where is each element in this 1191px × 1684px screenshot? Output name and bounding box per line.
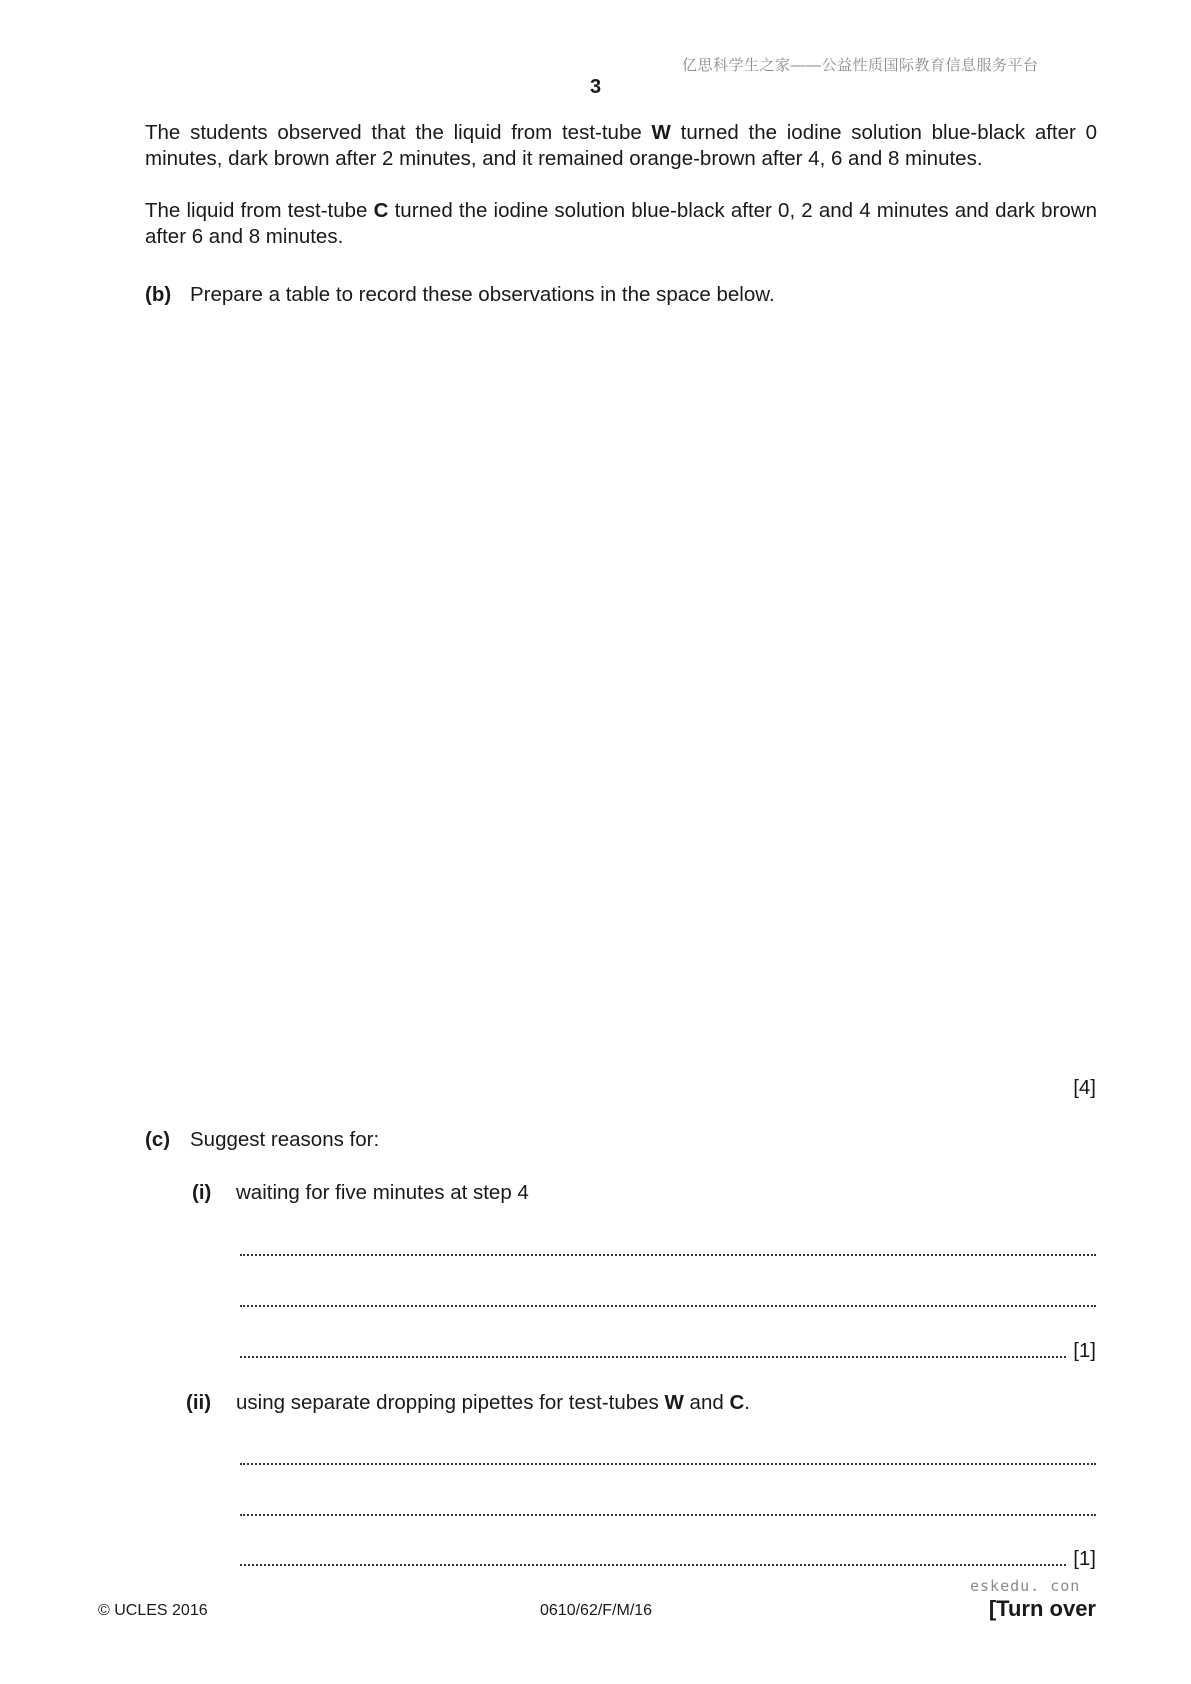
part-c-label: (c): [145, 1128, 171, 1151]
answer-line-i-1[interactable]: [240, 1240, 1096, 1256]
answer-line-ii-1[interactable]: [240, 1449, 1096, 1465]
part-c-question: Suggest reasons for:: [190, 1128, 380, 1151]
part-b-label: (b): [145, 283, 172, 306]
part-c-i-mark: [1]: [1073, 1339, 1096, 1362]
answer-line-i-3[interactable]: [240, 1342, 1066, 1358]
part-c-ii-mark: [1]: [1073, 1547, 1096, 1570]
answer-line-ii-2[interactable]: [240, 1500, 1096, 1516]
intro-paragraph-2: The liquid from test-tube C turned the iodine solution blue-black after 0, 2 and 4 minutes and dark brown after 6 and 8 minutes.: [145, 199, 1097, 248]
footer-watermark: eskedu. con: [970, 1577, 1081, 1595]
intro-paragraph-1: The students observed that the liquid from test-tube W turned the iodine solution blue-black after 0 minutes, dark brown after 2 minutes, and it remained orange-brown after 4, 6 and 8 minutes.: [145, 121, 1098, 170]
answer-line-ii-3[interactable]: [240, 1550, 1066, 1566]
footer-paper-code: 0610/62/F/M/16: [540, 1602, 653, 1619]
part-c-i-label: (i): [192, 1181, 212, 1204]
footer-copyright: © UCLES 2016: [98, 1602, 208, 1619]
footer-turn-over: [Turn over: [988, 1596, 1096, 1621]
part-b-mark: [4]: [1073, 1076, 1096, 1099]
answer-line-i-2[interactable]: [240, 1291, 1096, 1307]
part-c-i-question: waiting for five minutes at step 4: [236, 1181, 529, 1204]
part-b-question: Prepare a table to record these observations in the space below.: [190, 283, 775, 306]
part-c-ii-question: using separate dropping pipettes for test-tubes W and C.: [236, 1391, 750, 1414]
page-number: 3: [589, 76, 602, 98]
header-watermark: 亿思科学生之家——公益性质国际教育信息服务平台: [682, 57, 1039, 74]
part-c-ii-label: (ii): [186, 1391, 212, 1414]
